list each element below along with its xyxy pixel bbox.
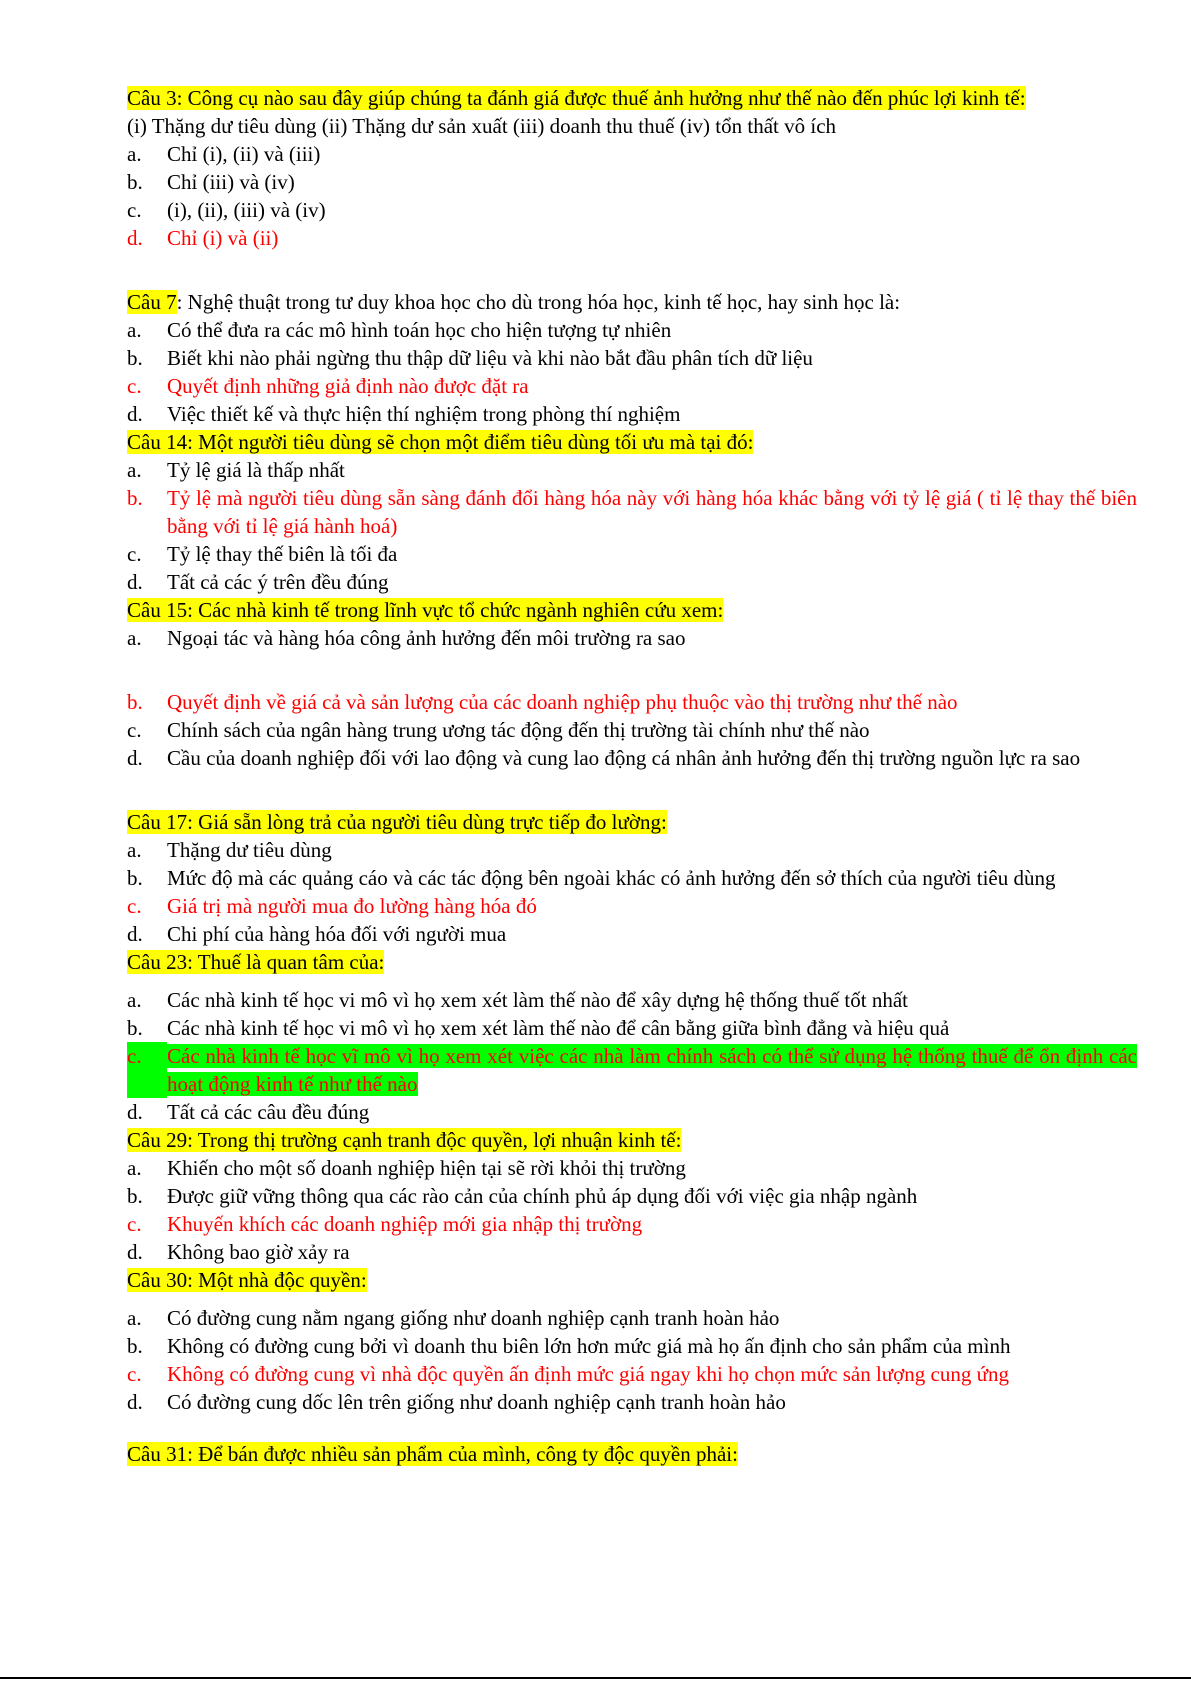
option-d-answer: d. Chỉ (i) và (ii): [127, 226, 279, 250]
question-29: [127, 1126, 1137, 1266]
question-title: Câu 14: Một người tiêu dùng sẽ chọn một điểm tiêu dùng tối ưu mà tại đó:: [127, 430, 754, 454]
option-a: a. Có thể đưa ra các mô hình toán học cho hiện tượng tự nhiên: [127, 318, 672, 342]
question-title: Câu 30: Một nhà độc quyền:: [127, 1268, 367, 1292]
question-title: Câu 15: Các nhà kinh tế trong lĩnh vực tổ chức ngành nghiên cứu xem:: [127, 598, 724, 622]
option-c-answer: c. Quyết định những giả định nào được đặt ra: [127, 374, 529, 398]
option-b-answer: b. Tỷ lệ mà người tiêu dùng sẵn sàng đánh đổi hàng hóa này với hàng hóa khác bằng với tỷ lệ giá ( tỉ lệ thay thế biên bằng với tỉ lệ giá hành hoá): [127, 486, 1137, 538]
question-title: Câu 31: Để bán được nhiều sản phẩm của mình, công ty độc quyền phải:: [127, 1442, 738, 1466]
option-d: d. Chi phí của hàng hóa đối với người mua: [127, 922, 507, 946]
option-a: a. Có đường cung nằm ngang giống như doanh nghiệp cạnh tranh hoàn hảo: [127, 1306, 780, 1330]
option-c: c. (i), (ii), (iii) và (iv): [127, 198, 326, 222]
document-page: [127, 84, 1137, 1468]
option-c-answer: c. Không có đường cung vì nhà độc quyền ấn định mức giá ngay khi họ chọn mức sản lượng cung ứng: [127, 1362, 1009, 1386]
option-b-answer: b. Quyết định về giá cả và sản lượng của các doanh nghiệp phụ thuộc vào thị trường như thế nào: [127, 690, 958, 714]
question-15: [127, 596, 1137, 772]
question-title: Câu 23: Thuế là quan tâm của:: [127, 950, 385, 974]
option-a: a. Tỷ lệ giá là thấp nhất: [127, 458, 345, 482]
question-3: [127, 84, 1137, 252]
option-c-answer: c. Giá trị mà người mua đo lường hàng hóa đó: [127, 894, 537, 918]
option-b: b. Các nhà kinh tế học vi mô vì họ xem xét làm thế nào để cân bằng giữa bình đẳng và hiệu quả: [127, 1016, 950, 1040]
option-b: b. Biết khi nào phải ngừng thu thập dữ liệu và khi nào bắt đầu phân tích dữ liệu: [127, 346, 813, 370]
option-d: d. Cầu của doanh nghiệp đối với lao động và cung lao động cá nhân ảnh hưởng đến thị trường nguồn lực ra sao: [127, 746, 1081, 770]
option-d: d. Có đường cung dốc lên trên giống như doanh nghiệp cạnh tranh hoàn hảo: [127, 1390, 786, 1414]
page-bottom-rule: [0, 1677, 1191, 1679]
option-d: d. Việc thiết kế và thực hiện thí nghiệm trong phòng thí nghiệm: [127, 402, 681, 426]
option-c-answer: c. Khuyến khích các doanh nghiệp mới gia nhập thị trường: [127, 1212, 643, 1236]
option-b: b. Không có đường cung bởi vì doanh thu biên lớn hơn mức giá mà họ ấn định cho sản phẩm của mình: [127, 1334, 1011, 1358]
option-a: a. Khiến cho một số doanh nghiệp hiện tại sẽ rời khỏi thị trường: [127, 1156, 686, 1180]
option-b: b. Được giữ vững thông qua các rào cản của chính phủ áp dụng đối với việc gia nhập ngành: [127, 1184, 918, 1208]
question-31: [127, 1440, 1137, 1468]
option-c-answer: c. Các nhà kinh tế học vĩ mô vì họ xem xét việc các nhà làm chính sách có thể sử dụng hệ thống thuế để ổn định các hoạt động kinh tế như thế nào: [127, 1044, 1137, 1096]
question-title: Câu 3: Công cụ nào sau đây giúp chúng ta đánh giá được thuế ảnh hưởng như thế nào đến phúc lợi kinh tế:: [127, 86, 1026, 110]
question-23: [127, 948, 1137, 1126]
question-title: Câu 7: Nghệ thuật trong tư duy khoa học cho dù trong hóa học, kinh tế học, hay sinh học là:: [127, 290, 901, 314]
question-intro: (i) Thặng dư tiêu dùng (ii) Thặng dư sản xuất (iii) doanh thu thuế (iv) tổn thất vô ích: [127, 114, 837, 138]
option-d: d. Tất cả các câu đều đúng: [127, 1100, 370, 1124]
option-c: c. Tỷ lệ thay thế biên là tối đa: [127, 542, 398, 566]
question-7: [127, 288, 1137, 428]
option-b: b. Mức độ mà các quảng cáo và các tác động bên ngoài khác có ảnh hưởng đến sở thích của người tiêu dùng: [127, 866, 1056, 890]
option-d: d. Tất cả các ý trên đều đúng: [127, 570, 389, 594]
question-14: [127, 428, 1137, 596]
option-d: d. Không bao giờ xảy ra: [127, 1240, 350, 1264]
option-a: a. Các nhà kinh tế học vi mô vì họ xem xét làm thế nào để xây dựng hệ thống thuế tốt nhất: [127, 988, 908, 1012]
option-c: c. Chính sách của ngân hàng trung ương tác động đến thị trường tài chính như thế nào: [127, 718, 870, 742]
question-30: [127, 1266, 1137, 1416]
option-a: a. Chỉ (i), (ii) và (iii): [127, 142, 321, 166]
question-title: Câu 17: Giá sẵn lòng trả của người tiêu dùng trực tiếp đo lường:: [127, 810, 667, 834]
question-title: Câu 29: Trong thị trường cạnh tranh độc quyền, lợi nhuận kinh tế:: [127, 1128, 682, 1152]
option-a: a. Thặng dư tiêu dùng: [127, 838, 332, 862]
question-17: [127, 808, 1137, 948]
option-b: b. Chỉ (iii) và (iv): [127, 170, 295, 194]
option-a: a. Ngoại tác và hàng hóa công ảnh hưởng đến môi trường ra sao: [127, 626, 686, 650]
